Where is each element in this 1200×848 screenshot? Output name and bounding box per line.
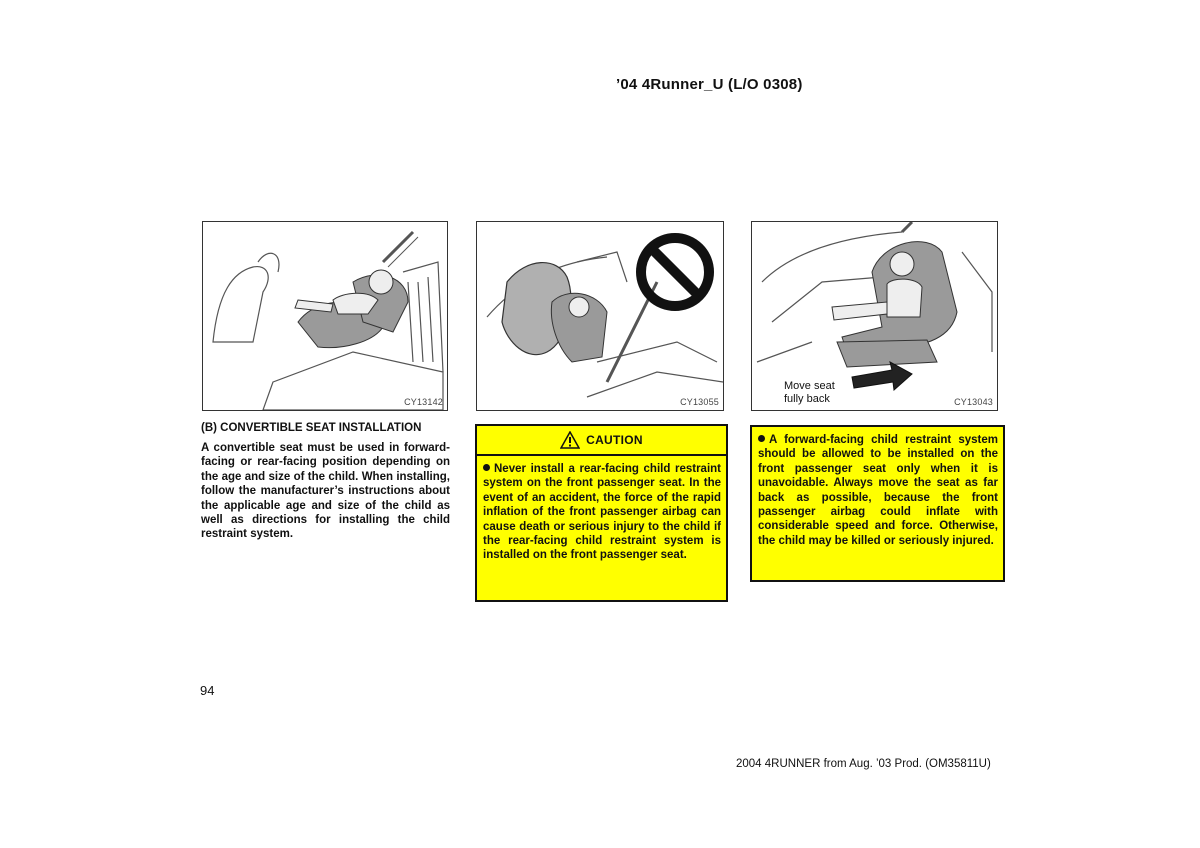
warning-box [750,425,1005,582]
caution-box [475,424,728,602]
section-heading: (B) CONVERTIBLE SEAT INSTALLATION [201,422,422,434]
no-symbol-icon [641,238,709,306]
footer-text: 2004 4RUNNER from Aug. ’03 Prod. (OM35811U) [736,758,991,770]
section-body: A convertible seat must be used in forward-facing or rear-facing position depending on the age and size of the child. When installing, follow the manufacturer’s instructions about the applicable age and size of the child as well as directions for installing the child restraint system. [201,442,450,541]
illustration-convertible-seat-rear-facing [203,222,447,410]
figure-code: CY13142 [404,397,443,407]
caption-line-1: Move seat [784,380,835,392]
bullet-icon [758,435,765,442]
bullet-icon [483,464,490,471]
caution-bullet-text: Never install a rear-facing child restraint system on the front passenger seat. In the event of an accident, the force of the rapid inflation of the front passenger airbag can cause death or serious injury to the child if the rear-facing child restraint system is installed on the front passenger seat. [483,463,721,562]
figure-caption [784,380,835,406]
page-header-title: ’04 4Runner_U (L/O 0308) [616,76,803,93]
caption-line-2: fully back [784,393,830,405]
warning-bullet-item [758,433,998,548]
figure-rear-facing-convertible-seat [202,221,448,411]
page-number: 94 [200,683,215,698]
figure-no-rear-facing-seat-with-airbag [476,221,724,411]
figure-code: CY13055 [680,397,719,407]
warning-bullet-text: A forward-facing child restraint system should be allowed to be installed on the front passenger seat only when it is unavoidable. Always move the seat as far back as possible, because the front passenger airbag could inflate with considerable speed and force. Otherwise, the child may be killed or seriously injured. [758,434,998,547]
illustration-airbag-rear-facing-prohibited [477,222,723,410]
caution-bullet-item [483,462,721,563]
caution-header [477,426,726,456]
figure-code: CY13043 [954,397,993,407]
warning-triangle-icon [560,431,580,449]
figure-forward-facing-seat-move-back [751,221,998,411]
caution-title: CAUTION [586,433,643,447]
